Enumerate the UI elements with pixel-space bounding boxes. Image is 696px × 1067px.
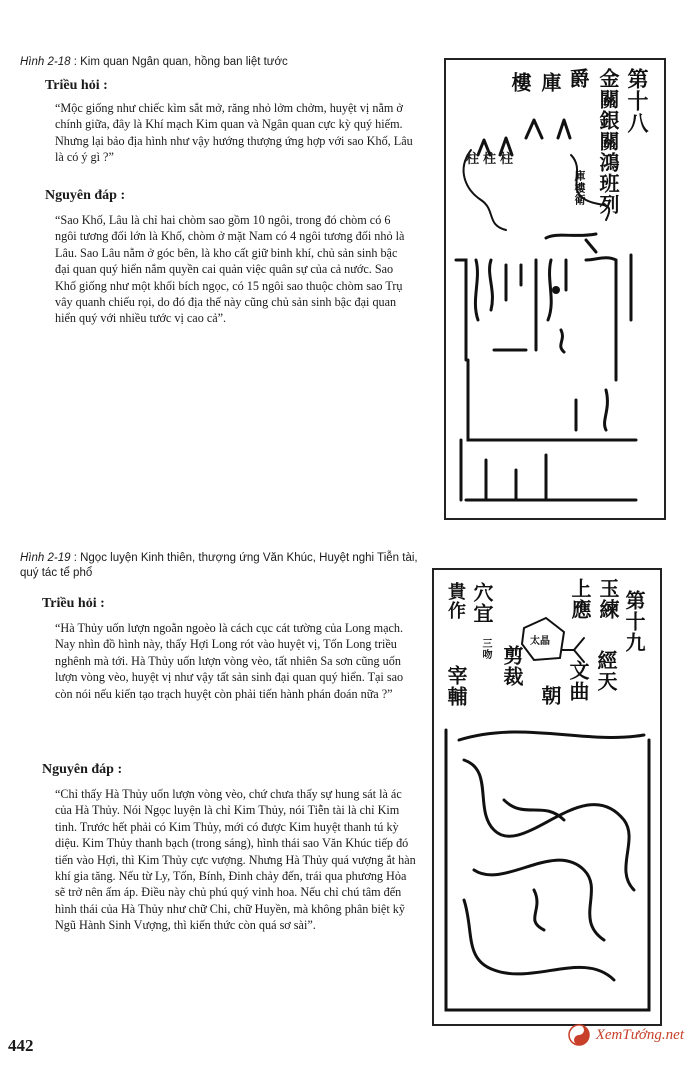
question-paragraph: “Mộc giống như chiếc kìm sắt mở, răng nhỏ lởm chởm, huyệt vị nằm ở chính giữa, đây là Khí mạch Kim quan và Ngân quan cực kỳ quý hiếm. Nhưng lại bảo địa hình như vậy hướng thượng ứng hợp với sao Khố, Lâu là có ý gì ?” (55, 101, 413, 165)
figure-caption-18 (20, 55, 420, 70)
fig-label-vertical: 剪裁 (500, 645, 524, 687)
answer-heading: Nguyên đáp : (45, 188, 126, 203)
fig-label-vertical: 上應 (568, 578, 592, 620)
fig-label-vertical: 經天 (594, 650, 618, 692)
yin-yang-icon (568, 1024, 590, 1046)
center-label: 太晶 (530, 636, 550, 647)
question-heading: Triều hỏi : (45, 78, 108, 93)
watermark-text: XemTướng.net (595, 1026, 684, 1043)
fig-label-vertical: 金關銀關鴻班列 (596, 68, 620, 215)
fig-label-vertical: 穴宜 (470, 582, 494, 624)
answer-paragraph: “Chỉ thấy Hà Thủy uốn lượn vòng vèo, chứ chưa thấy sự hung sát là ác của Hà Thủy. Nói Ngọc luyện là chỉ Kim Thủy, nói Tiễn tài là chỉ Kim tinh. Trước hết phải có Kim Thủy, mới có được Kim huyệt thanh tú kỳ diệu. Kim Thủy thanh bạch (trong sáng), hình thái sao Văn Khúc tiếp đó tiến vào Hợi, thì Kim Thủy cực vượng. Nhưng Hà Thủy quá vượng ắt hàn khí gia tăng. Nếu từ Ly, Tốn, Bính, Đinh chảy đến, trái qua phương Hỏa sẽ trở nên ấm áp. Điều này chủ phú quý vinh hoa. Nếu chỉ chú tâm đến hình thái của Hà Thủy như chữ Chi, chữ Huyền, mà không phân biệt kỹ Ngũ Hành Sinh Vượng, thì kiến thức còn quá sơ sài”. (55, 787, 416, 933)
figure-18-diagram (444, 58, 666, 520)
fig-label-vertical: 庫 (538, 72, 562, 93)
watermark-logo (568, 1020, 684, 1050)
answer-heading: Nguyên đáp : (42, 762, 123, 777)
figure-caption-19 (20, 551, 420, 581)
fig-label-vertical: 貴作 (445, 582, 466, 620)
caption-label: Hình 2-18 (20, 56, 71, 68)
small-label: 三吻 (480, 638, 491, 660)
figure-19-diagram (432, 568, 662, 1026)
caption-text: : Ngọc luyện Kinh thiên, thượng ứng Văn Khúc, Huyệt nghi Tiễn tài, quý tác tể phổ (20, 552, 418, 579)
answer-paragraph: “Sao Khố, Lâu là chỉ hai chòm sao gồm 10 ngôi, trong đó chòm có 6 ngôi tương đối lớn là Khố, chòm ở mặt Nam có 4 ngôi tương đối nhỏ là Lâu. Sao Lâu nằm ở góc bên, là kho cất giữ binh khí, chủ sản sinh bậc đại quan quý hiển nắm quyền cai quản việc quân sự của cả nước. Sao Khố giống như một khối bích ngọc, có 15 ngôi sao thuộc chòm sao Trụ vây quanh chiếu rọi, do đó địa thế này cũng chủ sản sinh bậc đại quan hiển quý với nhiều tước vị cao cả”. (55, 213, 405, 326)
fig-label-vertical: 宰輔 (444, 665, 468, 707)
fig-title-vertical: 第十九 (622, 590, 646, 653)
fig-title-vertical: 第十八 (625, 68, 650, 134)
fig-label-vertical: 文曲 (566, 660, 590, 702)
fig-label-vertical: 玉練 (596, 578, 620, 620)
page-number: 442 (8, 1036, 34, 1055)
question-heading: Triều hỏi : (42, 596, 105, 611)
caption-label: Hình 2-19 (20, 552, 71, 564)
question-paragraph: “Hà Thủy uốn lượn ngoằn ngoèo là cách cục cát tường của Long mạch. Nay nhìn đồ hình này, thấy Hợi Long rót vào huyệt vị, Tốn Long triều nghênh mà tới. Hà Thủy uốn lượn vòng vèo, tất nhiên Sa sơn cũng uốn lượn vòng vèo, huyệt vị như vậy tất sản sinh đại quan quý hiển. Tại sao còn nói nếu kiến tạo trạch huyệt còn phải tiến hành phán đoán nữa ?” (55, 621, 404, 701)
fig-label-vertical: 樓 (508, 72, 532, 93)
star-labels: 庫樓衛 (573, 170, 586, 206)
fig-label-vertical: 朝 (538, 685, 562, 706)
pillar-labels: 柱柱柱 (466, 152, 518, 167)
caption-text: : Kim quan Ngân quan, hồng ban liệt tước (73, 56, 288, 68)
fig-label-vertical: 爵 (566, 68, 590, 89)
